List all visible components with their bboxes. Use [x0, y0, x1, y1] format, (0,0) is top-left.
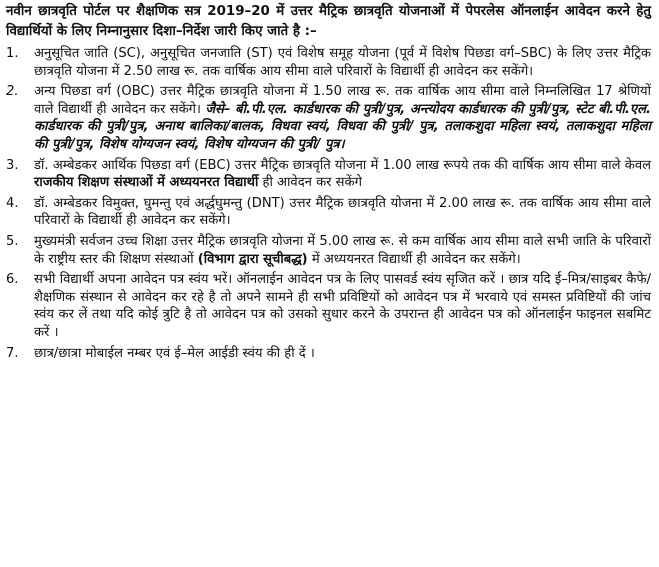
- item-number: 7.: [6, 345, 19, 361]
- item-number: 3.: [6, 157, 19, 173]
- item-text-run: ही आवेदन कर सकेंगे: [262, 175, 362, 191]
- list-item: [6, 157, 651, 192]
- item-text-run: डॉ. अम्बेडकर आर्थिक पिछडा वर्ग (EBC) उत्तर मैट्रिक छात्रवृति योजना में 1.00 लाख रूपये तक की वार्षिक आय सीमा वाले केवल: [34, 157, 651, 173]
- item-text-run: अन्य पिछडा वर्ग (OBC) उत्तर मैट्रिक छात्रवृति योजना में 1.50 लाख रू. तक वार्षिक आय सीमा वाले निम्नलिखित 17 श्रेणियों वाले विद्यार्थी ही आवेदन कर सकेंगे।: [34, 84, 651, 117]
- item-text-run: मुख्यमंत्री सर्वजन उच्च शिक्षा उत्तर मैट्रिक छात्रवृति योजना में 5.00 लाख रू. से कम वार्षिक आय सीमा वाले सभी जाति के परिवारों के राष्ट्रीय स्तर की शिक्षण संस्थाओं: [34, 233, 652, 267]
- item-emphasis-text: (विभाग द्वारा सूचीबद्ध): [197, 251, 308, 267]
- document-heading: नवीन छात्रवृति पोर्टल पर शैक्षणिक सत्र 2019–20 में उत्तर मैट्रिक छात्रवृति योजनाओं में पेपरलेस ऑनलाईन आवेदन करने हेतु विद्यार्थियों के लिए निम्नानुसार दिशा–निर्देश जारी किए जाते है :–: [6, 4, 651, 39]
- item-text: [34, 195, 651, 230]
- item-emphasis-text: जैसे– बी.पी.एल. कार्डधारक की पुत्री/पुत्र, अन्त्योदय कार्डधारक की पुत्री/पुत्र, स्टेट बी.पी.एल. कार्डधारक की पुत्री/पुत्र, अनाथ बालिका/बालक, विधवा स्वयं, विधवा की पुत्री/ पुत्र, तलाकशुदा महिला स्वयं, तलाकशुदा महिला की पुत्री/पुत्र, विशेष योग्यजन स्वयं, विशेष योग्यजन की पुत्री/ पुत्र।: [34, 101, 651, 152]
- list-item: [6, 45, 651, 80]
- item-text: [34, 157, 651, 192]
- item-text-run: सभी विद्यार्थी अपना आवेदन पत्र स्वंय भरें। ऑनलाईन आवेदन पत्र के लिए पासवर्ड स्वंय सृजित करें । छात्र यदि ई–मित्र/साइबर कैफे/शैक्षणिक संस्थान से आवेदन कर रहे है तो अपने सामने ही सभी प्रविष्टियों को आवेदन पत्र में भरवाये एवं समस्त प्रविष्टियों की जांच स्वंय कर लें तथा यदि कोई त्रुटि है तो आवेदन पत्र को उसको सुधार करने के उपरान्त ही आवेदन पत्र को ऑनलाईन फाइनल सबमिट करें ।: [34, 272, 651, 340]
- list-item: [6, 271, 651, 341]
- item-text: [34, 271, 651, 341]
- item-text-run: छात्र/छात्रा मोबाईल नम्बर एवं ई–मेल आईडी स्वंय की ही दें ।: [34, 345, 315, 361]
- item-text-run: में अध्ययनरत विद्यार्थी ही आवेदन कर सकेंगे।: [311, 251, 521, 267]
- item-emphasis-text: राजकीय शिक्षण संस्थाओं में अध्ययनरत विद्यार्थी: [34, 175, 259, 191]
- item-text-run: डॉ. अम्बेडकर विमुक्त, घुमन्तु एवं अर्द्धघुमन्तु (DNT) उत्तर मैट्रिक छात्रवृति योजना में 2.00 लाख रू. तक वार्षिक आय सीमा वाले परिवारों के विद्यार्थी ही आवेदन कर सकेंगे।: [34, 195, 651, 229]
- item-number: 1.: [6, 46, 19, 61]
- list-item: [6, 195, 651, 230]
- guidelines-list: [6, 45, 651, 362]
- item-text: [34, 233, 651, 268]
- item-number: 4.: [6, 195, 19, 211]
- item-text-run: अनुसूचित जाति (SC), अनुसूचित जनजाति (ST) एवं विशेष समूह योजना (पूर्व में विशेष पिछडा वर्ग–SBC) के लिए उत्तर मैट्रिक छात्रवृति योजना में 2.50 लाख रू. तक वार्षिक आय सीमा वाले परिवारों के विद्यार्थी ही आवेदन कर सकेंगे।: [34, 46, 651, 79]
- item-number: 5.: [6, 233, 19, 249]
- item-text: [34, 345, 651, 363]
- list-item: [6, 345, 651, 363]
- item-text: [34, 45, 651, 80]
- item-number: 2.: [6, 84, 19, 100]
- item-number: 6.: [6, 272, 19, 288]
- list-item: [6, 233, 651, 268]
- item-text: [34, 83, 651, 153]
- list-item: [6, 83, 651, 153]
